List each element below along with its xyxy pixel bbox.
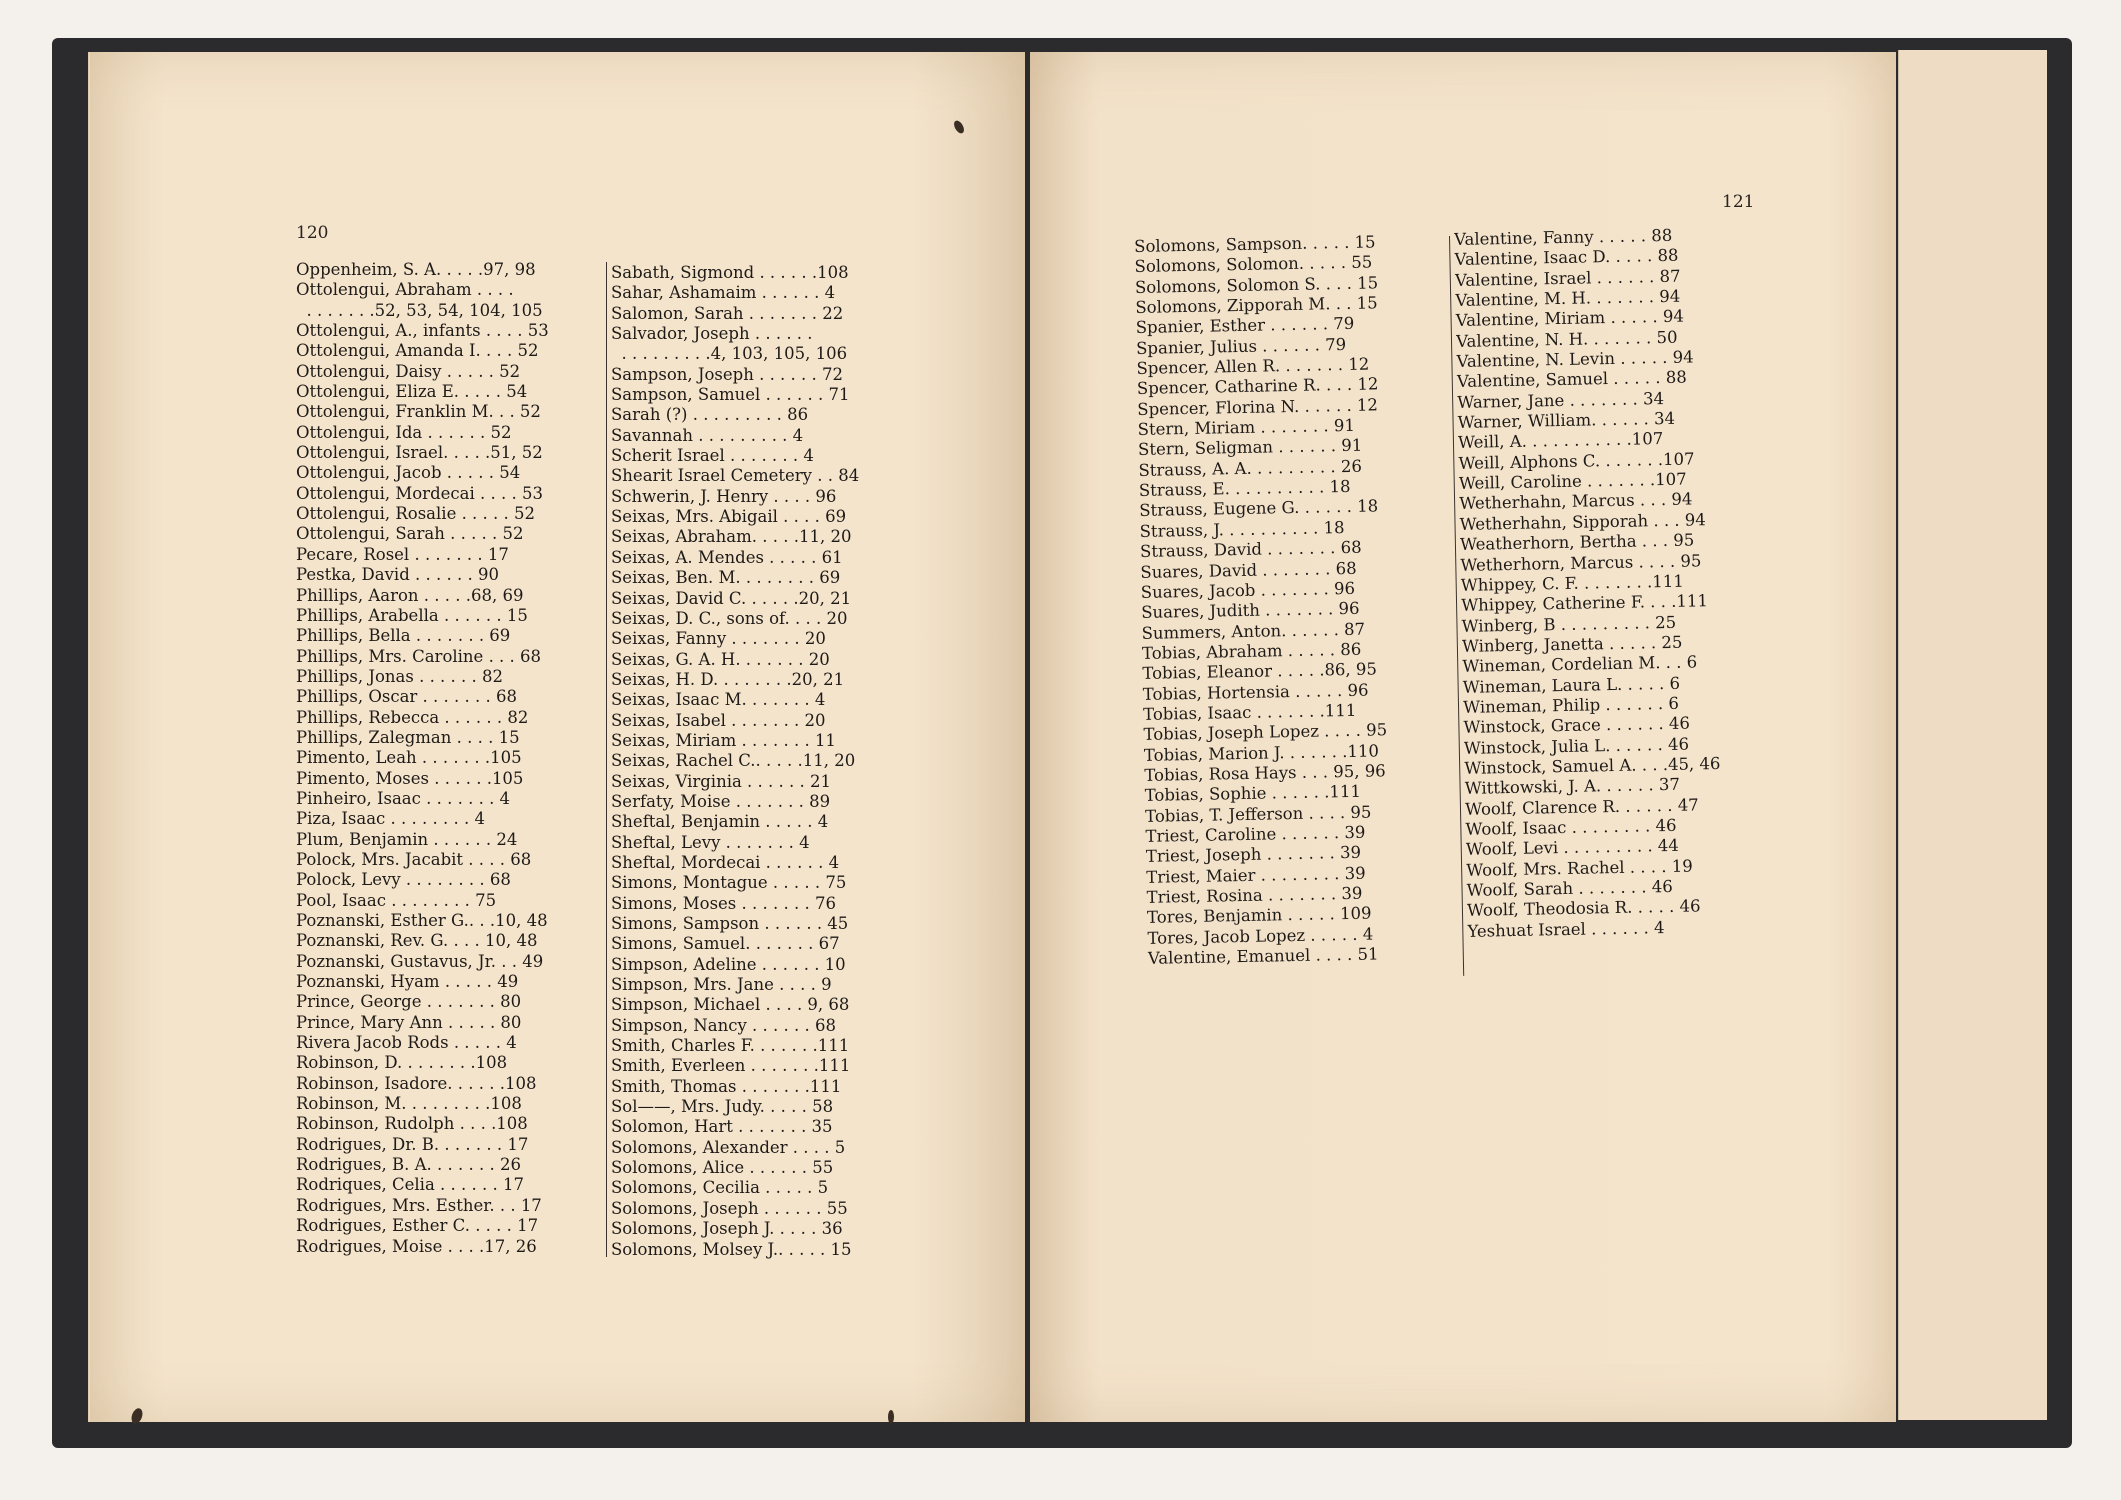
index-entry: Wineman, Cordelian M. . . 6 [1462,652,1698,677]
index-entry: Phillips, Bella . . . . . . . 69 [296,626,511,646]
index-entry: Ottolengui, Eliza E. . . . . 54 [296,382,528,402]
index-entry: Phillips, Jonas . . . . . . 82 [296,666,504,686]
index-entry: Weill, A. . . . . . . . . . .107 [1457,429,1664,453]
index-entry: Sheftal, Levy . . . . . . . 4 [611,832,810,852]
index-entry: Smith, Thomas . . . . . . .111 [611,1076,842,1096]
index-entry: Sheftal, Benjamin . . . . . 4 [611,812,829,832]
index-entry: Spencer, Florina N. . . . . . 12 [1137,395,1379,419]
index-entry: Rodrigues, B. A. . . . . . . 26 [296,1155,521,1175]
left-page-number: 120 [296,223,329,243]
index-entry: Plum, Benjamin . . . . . . 24 [296,829,518,849]
index-entry: Whippey, C. F. . . . . . . .111 [1460,571,1684,595]
index-entry: Triest, Joseph . . . . . . . 39 [1145,843,1362,867]
index-entry: Simpson, Nancy . . . . . . 68 [611,1015,836,1035]
index-entry: Ottolengui, Mordecai . . . . 53 [296,483,543,503]
index-entry: Weatherhorn, Bertha . . . 95 [1459,530,1695,555]
index-entry: Pimento, Leah . . . . . . .105 [296,748,522,768]
index-entry: Simons, Samuel. . . . . . . 67 [611,934,840,954]
index-entry: Sampson, Joseph . . . . . . 72 [611,364,844,384]
index-entry: Spanier, Esther . . . . . . 79 [1135,314,1355,338]
index-entry: Pecare, Rosel . . . . . . . 17 [296,544,509,564]
index-entry: Solomons, Solomon S. . . . 15 [1134,273,1379,297]
index-entry: Woolf, Clarence R. . . . . . 47 [1464,795,1699,819]
index-entry: Warner, Jane . . . . . . . 34 [1457,388,1665,412]
index-entry: Rodrigues, Dr. B. . . . . . . 17 [296,1134,529,1154]
index-entry: Smith, Everleen . . . . . . .111 [611,1056,851,1076]
index-entry: Simons, Moses . . . . . . . 76 [611,893,836,913]
index-entry: Salomon, Sarah . . . . . . . 22 [611,303,844,323]
index-entry: Ottolengui, Jacob . . . . . 54 [296,463,521,483]
index-entry: Wetherhorn, Marcus . . . . 95 [1460,550,1702,575]
index-entry: Triest, Rosina . . . . . . . 39 [1146,883,1363,907]
index-entry: Solomon, Hart . . . . . . . 35 [611,1117,833,1137]
index-entry: Rodrigues, Esther C. . . . . 17 [296,1216,539,1236]
index-entry: Valentine, Samuel . . . . . 88 [1456,367,1687,392]
index-entry: Simons, Sampson . . . . . . 45 [611,914,849,933]
index-entry: Rodrigues, Moise . . . .17, 26 [296,1236,537,1256]
index-entry: Suares, Jacob . . . . . . . 96 [1140,578,1356,602]
index-entry: Winstock, Grace . . . . . . 46 [1463,713,1691,738]
index-entry: Tobias, Hortensia . . . . . 96 [1142,680,1369,704]
index-entry: Shearit Israel Cemetery . . 84 [611,466,860,486]
index-entry: Salvador, Joseph . . . . . . [611,324,813,344]
index-entry: Woolf, Isaac . . . . . . . . 46 [1465,815,1677,839]
index-entry: Seixas, Ben. M. . . . . . . . 69 [611,568,841,588]
index-entry: Ottolengui, Franklin M. . . 52 [296,402,541,422]
index-entry: Pimento, Moses . . . . . .105 [296,768,524,788]
index-entry: . . . . . . .52, 53, 54, 104, 105 [296,300,543,320]
index-entry: Winstock, Julia L. . . . . . 46 [1463,734,1690,758]
index-entry: Simpson, Adeline . . . . . . 10 [611,954,846,974]
index-entry: Triest, Maier . . . . . . . . 39 [1146,863,1366,887]
index-entry: Ottolengui, Israel. . . . .51, 52 [296,443,543,463]
index-entry: Spencer, Catharine R. . . . 12 [1136,374,1379,399]
index-entry: Seixas, A. Mendes . . . . . 61 [611,547,843,567]
index-entry: Simpson, Michael . . . . 9, 68 [611,995,850,1015]
index-entry: Seixas, D. C., sons of. . . . 20 [611,608,848,628]
index-entry: Tobias, T. Jefferson . . . . 95 [1144,802,1372,826]
index-entry: Tobias, Rosa Hays . . . 95, 96 [1144,761,1386,785]
index-entry: Phillips, Arabella . . . . . . 15 [296,605,528,625]
index-entry: Whippey, Catherine F. . . .111 [1461,591,1709,616]
index-entry: Tobias, Marion J. . . . . . .110 [1143,740,1380,765]
index-entry: Prince, George . . . . . . . 80 [296,992,522,1012]
index-entry: Solomons, Alexander . . . . 5 [611,1137,846,1157]
index-entry: Solomons, Molsey J.. . . . . 15 [611,1239,852,1259]
left-index-column-2 [611,263,921,1260]
left-index-column-1 [296,260,603,1257]
index-entry: Spanier, Julius . . . . . . 79 [1135,334,1347,358]
index-entry: Weill, Alphons C. . . . . . .107 [1458,449,1695,473]
index-entry: Sheftal, Mordecai . . . . . . 4 [611,852,840,872]
index-entry: . . . . . . . . .4, 103, 105, 106 [611,344,848,364]
index-entry: Stern, Seligman . . . . . . 91 [1137,436,1363,460]
index-entry: Tores, Benjamin . . . . . 109 [1146,903,1372,928]
index-entry: Serfaty, Moise . . . . . . . 89 [611,791,831,811]
index-entry: Solomons, Joseph . . . . . . 55 [611,1198,848,1218]
index-entry: Polock, Levy . . . . . . . . 68 [296,870,511,890]
index-entry: Seixas, Miriam . . . . . . . 11 [611,730,836,750]
index-entry: Tobias, Eleanor . . . . .86, 95 [1142,659,1378,684]
index-entry: Winberg, Janetta . . . . . 25 [1461,632,1683,656]
index-entry: Solomons, Alice . . . . . . 55 [611,1158,834,1178]
index-entry: Robinson, Rudolph . . . .108 [296,1114,528,1134]
index-entry: Winstock, Samuel A. . . .45, 46 [1464,753,1721,778]
index-entry: Woolf, Mrs. Rachel . . . . 19 [1466,856,1693,880]
right-index-column-2 [1454,224,1790,942]
page-stack-edge [1898,50,2047,1420]
index-entry: Phillips, Mrs. Caroline . . . 68 [296,646,542,666]
right-index-column-1 [1134,231,1454,969]
index-entry: Valentine, Emanuel . . . . 51 [1147,944,1379,968]
index-entry: Simons, Montague . . . . . 75 [611,873,847,893]
index-entry: Valentine, N. Levin . . . . . 94 [1456,347,1694,372]
index-entry: Ottolengui, Sarah . . . . . 52 [296,524,524,544]
index-entry: Sarah (?) . . . . . . . . . 86 [611,405,809,425]
index-entry: Pinheiro, Isaac . . . . . . . 4 [296,788,511,808]
index-entry: Seixas, Virginia . . . . . . 21 [611,771,831,791]
index-entry: Ottolengui, Abraham . . . . [296,280,514,300]
index-entry: Seixas, Fanny . . . . . . . 20 [611,629,826,649]
index-entry: Woolf, Theodosia R. . . . . 46 [1466,896,1701,921]
index-entry: Solomons, Cecilia . . . . . 5 [611,1178,829,1198]
index-entry: Wineman, Philip . . . . . . 6 [1462,693,1680,717]
index-entry: Tobias, Joseph Lopez . . . . 95 [1143,720,1388,745]
index-entry: Strauss, E. . . . . . . . . . 18 [1138,477,1351,501]
index-entry: Sabath, Sigmond . . . . . .108 [611,263,849,282]
index-entry: Solomons, Solomon. . . . . 55 [1134,252,1373,277]
index-entry: Poznanski, Esther G.. . .10, 48 [296,911,548,930]
index-entry: Smith, Charles F. . . . . . .111 [611,1036,850,1056]
index-entry: Solomons, Sampson. . . . . 15 [1134,232,1376,256]
right-page-number: 121 [1722,192,1755,212]
index-entry: Valentine, Fanny . . . . . 88 [1454,225,1673,249]
index-entry: Ottolengui, Amanda I. . . . 52 [296,341,539,361]
index-entry: Ottolengui, Rosalie . . . . . 52 [296,504,536,524]
index-entry: Rivera Jacob Rods . . . . . 4 [296,1033,517,1053]
index-entry: Seixas, Isabel . . . . . . . 20 [611,710,826,730]
index-entry: Poznanski, Rev. G. . . . 10, 48 [296,931,538,951]
index-entry: Warner, William. . . . . . 34 [1457,408,1676,433]
index-entry: Strauss, A. A. . . . . . . . . 26 [1138,456,1363,480]
index-entry: Poznanski, Hyam . . . . . 49 [296,972,519,992]
index-entry: Seixas, Rachel C.. . . . .11, 20 [611,751,856,771]
index-entry: Robinson, D. . . . . . . .108 [296,1053,508,1073]
index-entry: Polock, Mrs. Jacabit . . . . 68 [296,849,532,869]
index-entry: Piza, Isaac . . . . . . . . 4 [296,809,485,829]
index-entry: Winberg, B . . . . . . . . . 25 [1461,612,1677,636]
index-entry: Tobias, Isaac . . . . . . .111 [1142,700,1357,724]
index-entry: Suares, David . . . . . . . 68 [1140,558,1357,582]
index-entry: Seixas, H. D. . . . . . . .20, 21 [611,669,845,689]
index-entry: Ottolengui, A., infants . . . . 53 [296,321,549,341]
index-entry: Simpson, Mrs. Jane . . . . 9 [611,975,832,995]
index-entry: Savannah . . . . . . . . . 4 [611,425,804,445]
index-entry: Phillips, Rebecca . . . . . . 82 [296,707,529,727]
index-entry: Valentine, M. H. . . . . . . 94 [1455,286,1681,311]
index-entry: Poznanski, Gustavus, Jr. . . 49 [296,951,544,971]
index-entry: Seixas, Mrs. Abigail . . . . 69 [611,507,847,527]
index-entry: Wineman, Laura L. . . . . 6 [1462,673,1681,697]
index-entry: Ottolengui, Daisy . . . . . 52 [296,361,521,381]
index-entry: Strauss, David . . . . . . . 68 [1139,537,1362,562]
index-entry: Oppenheim, S. A. . . . .97, 98 [296,260,536,279]
index-entry: Ottolengui, Ida . . . . . . 52 [296,422,512,442]
index-entry: Solomons, Joseph J. . . . . 36 [611,1219,843,1239]
index-entry: Sol——, Mrs. Judy. . . . . 58 [611,1097,834,1117]
index-entry: Weill, Caroline . . . . . . .107 [1458,469,1687,494]
index-entry: Prince, Mary Ann . . . . . 80 [296,1012,522,1032]
index-entry: Tores, Jacob Lopez . . . . . 4 [1147,924,1374,948]
index-entry: Sampson, Samuel . . . . . . 71 [611,385,850,405]
page-blemish [888,1410,894,1424]
index-entry: Valentine, Israel . . . . . . 87 [1454,266,1681,290]
index-entry: Summers, Anton. . . . . . 87 [1141,619,1366,643]
index-entry: Woolf, Sarah . . . . . . . 46 [1466,876,1673,900]
index-entry: Woolf, Levi . . . . . . . . . 44 [1465,836,1680,860]
index-entry: Pool, Isaac . . . . . . . . 75 [296,890,497,910]
index-entry: Seixas, Isaac M. . . . . . . 4 [611,690,826,710]
index-entry: Valentine, Miriam . . . . . 94 [1455,306,1685,331]
index-entry: Yeshuat Israel . . . . . . 4 [1467,917,1665,941]
index-entry: Spencer, Allen R. . . . . . . 12 [1136,354,1370,379]
index-entry: Robinson, M. . . . . . . . .108 [296,1094,522,1114]
index-entry: Valentine, N. H. . . . . . . 50 [1455,327,1678,351]
index-entry: Phillips, Aaron . . . . .68, 69 [296,585,524,605]
index-entry: Valentine, Isaac D. . . . . 88 [1454,246,1679,270]
index-entry: Triest, Caroline . . . . . . 39 [1145,822,1366,846]
index-entry: Rodriques, Celia . . . . . . 17 [296,1175,524,1195]
index-entry: Sahar, Ashamaim . . . . . . 4 [611,283,836,303]
index-entry: Scherit Israel . . . . . . . 4 [611,446,814,466]
index-entry: Pestka, David . . . . . . 90 [296,565,499,585]
index-entry: Seixas, G. A. H. . . . . . . 20 [611,649,830,669]
index-entry: Solomons, Zipporah M. . . 15 [1135,293,1378,318]
index-entry: Phillips, Oscar . . . . . . . 68 [296,687,517,707]
index-entry: Wetherhahn, Sipporah . . . 94 [1459,510,1706,534]
index-entry: Schwerin, J. Henry . . . . 96 [611,486,837,506]
index-entry: Phillips, Zalegman . . . . 15 [296,727,520,747]
index-entry: Strauss, Eugene G. . . . . . 18 [1139,496,1379,521]
left-column-rule [606,262,607,1257]
index-entry: Stern, Miriam . . . . . . . 91 [1137,415,1356,440]
index-entry: Wittkowski, J. A. . . . . . 37 [1464,775,1681,799]
index-entry: Wetherhahn, Marcus . . . 94 [1459,489,1693,514]
index-entry: Seixas, David C. . . . . .20, 21 [611,588,852,608]
index-entry: Tobias, Sophie . . . . . .111 [1144,782,1362,806]
index-entry: Tobias, Abraham . . . . . 86 [1141,639,1362,663]
index-entry: Suares, Judith . . . . . . . 96 [1141,598,1360,623]
index-entry: Rodrigues, Mrs. Esther. . . 17 [296,1195,542,1215]
index-entry: Strauss, J. . . . . . . . . . 18 [1139,517,1345,541]
index-entry: Robinson, Isadore. . . . . .108 [296,1073,537,1093]
index-entry: Seixas, Abraham. . . . .11, 20 [611,527,852,547]
